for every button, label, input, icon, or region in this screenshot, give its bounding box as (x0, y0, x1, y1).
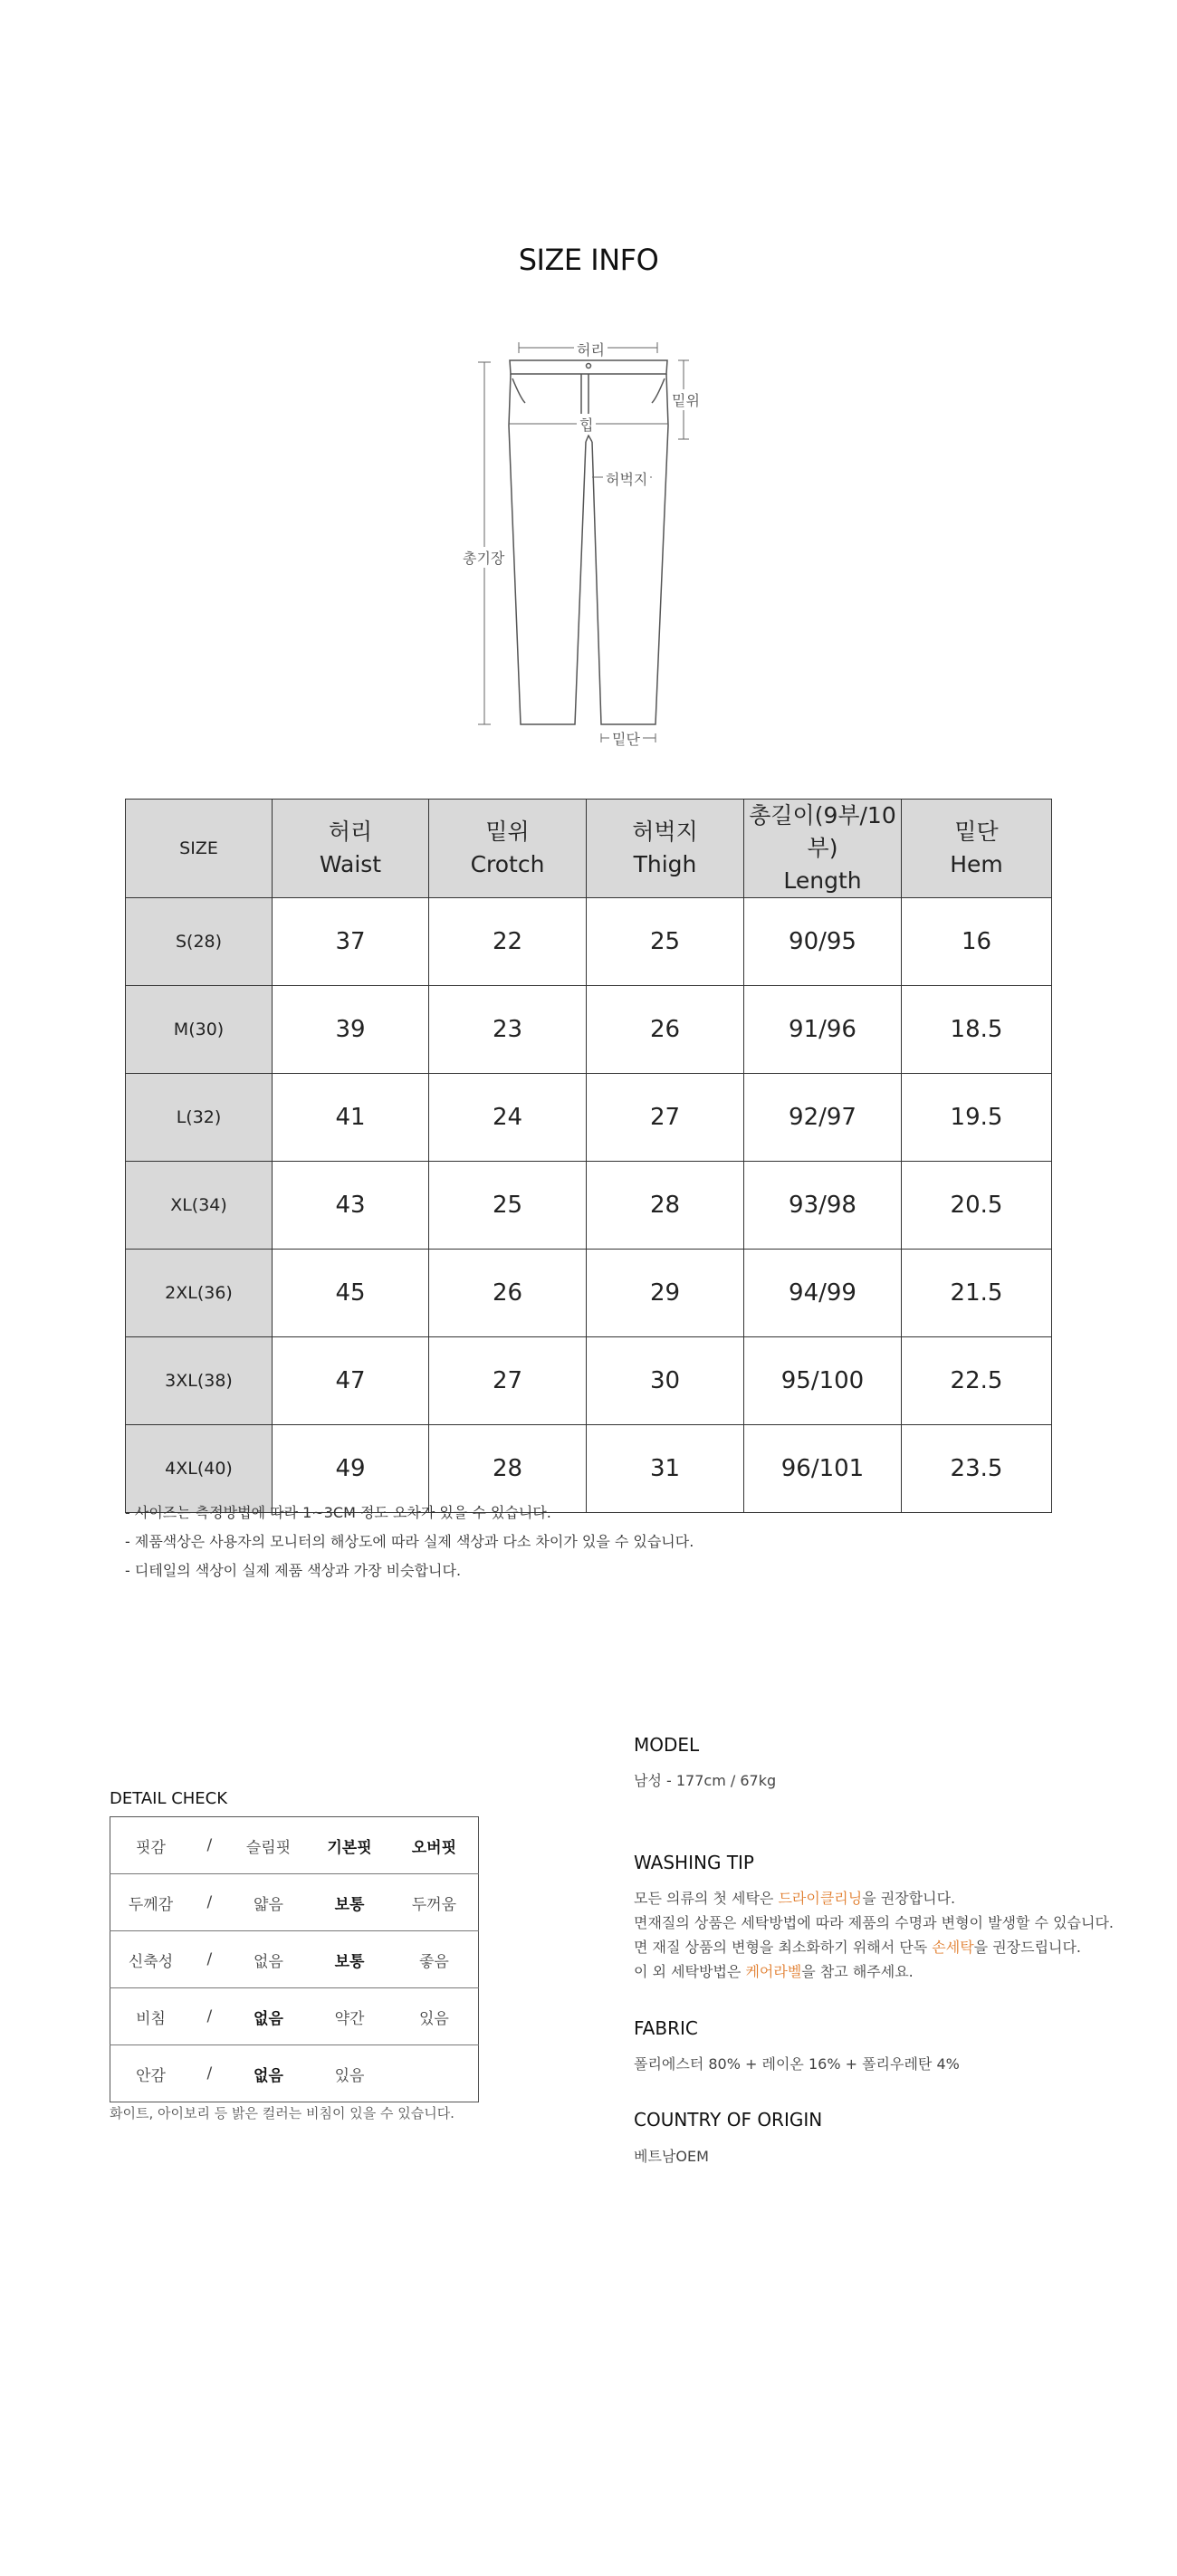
detail-option-selected: 기본핏 (327, 1838, 372, 1857)
table-cell: 26 (587, 986, 744, 1074)
size-table-header (126, 800, 1052, 898)
note-line: - 디테일의 색상이 실제 제품 색상과 가장 비슷합니다. (125, 1562, 462, 1579)
washing-line: 면 재질 상품의 변형을 최소화하기 위해서 단독 손세탁을 권장드립니다. (634, 1939, 1082, 1956)
table-row (126, 1337, 1052, 1425)
highlight-text: 케어라벨 (745, 1963, 802, 1980)
table-row (126, 1074, 1052, 1162)
thigh-label: 허벅지 (603, 468, 650, 489)
detail-row-sheerness (110, 1988, 479, 2045)
table-cell: 27 (587, 1074, 744, 1162)
detail-option: 좋음 (390, 1931, 479, 1988)
detail-option: 있음 (390, 1988, 479, 2045)
washing-tip-title: WASHING TIP (634, 1852, 754, 1873)
origin-title: COUNTRY OF ORIGIN (634, 2109, 823, 2131)
table-cell: 29 (587, 1250, 744, 1337)
table-cell: 41 (273, 1074, 429, 1162)
detail-option-selected: 보통 (309, 1931, 390, 1988)
washing-line: 면재질의 상품은 세탁방법에 따라 제품의 수명과 변형이 발생할 수 있습니다. (634, 1914, 1114, 1931)
table-cell: 94/99 (744, 1250, 902, 1337)
size-cell: L(32) (126, 1074, 273, 1162)
pants-diagram (0, 0, 1177, 761)
table-cell: 37 (273, 898, 429, 986)
detail-option-selected: 없음 (228, 1988, 310, 2045)
detail-option: 없음 (228, 1931, 310, 1988)
detail-option: 슬림핏 (245, 1838, 292, 1857)
detail-option-selected: 오버핏 (411, 1838, 457, 1857)
header-waist: 허리 Waist (273, 800, 429, 898)
detail-check-note: 화이트, 아이보리 등 밝은 컬러는 비침이 있을 수 있습니다. (110, 2105, 455, 2121)
crotch-label: 밑위 (669, 389, 703, 410)
table-row (126, 898, 1052, 986)
table-cell: 25 (429, 1162, 587, 1250)
fabric-title: FABRIC (634, 2017, 698, 2039)
detail-separator: / (191, 1931, 228, 1988)
detail-option: 두꺼움 (390, 1874, 479, 1931)
detail-label: 핏감 (136, 1838, 166, 1857)
table-cell: 43 (273, 1162, 429, 1250)
size-notes (125, 1499, 694, 1585)
table-cell: 24 (429, 1074, 587, 1162)
size-cell: 3XL(38) (126, 1337, 273, 1425)
model-title: MODEL (634, 1734, 700, 1756)
header-length: 총길이(9부/10부) Length (744, 800, 902, 898)
detail-row-fit (110, 1817, 479, 1874)
detail-option-selected: 없음 (228, 2045, 310, 2102)
table-row (126, 986, 1052, 1074)
model-text: 남성 - 177cm / 67kg (634, 1772, 777, 1789)
header-hem: 밑단 Hem (902, 800, 1052, 898)
origin-text: 베트남OEM (634, 2148, 709, 2165)
length-label: 총기장 (460, 547, 507, 568)
table-cell: 95/100 (744, 1337, 902, 1425)
detail-separator: / (206, 1836, 213, 1854)
detail-label: 비침 (110, 1988, 192, 2045)
detail-check-title: DETAIL CHECK (110, 1789, 228, 1808)
hem-label: 밑단 (609, 728, 643, 749)
table-cell: 45 (273, 1250, 429, 1337)
detail-row-stretch (110, 1931, 479, 1988)
waist-label: 허리 (574, 339, 608, 359)
detail-row-lining (110, 2045, 479, 2102)
table-cell: 28 (587, 1162, 744, 1250)
table-cell: 49 (273, 1425, 429, 1513)
detail-option: 약간 (309, 1988, 390, 2045)
note-line: - 제품색상은 사용자의 모니터의 해상도에 따라 실제 색상과 다소 차이가 있을 수 있습니다. (125, 1533, 694, 1550)
page-title: SIZE INFO (518, 243, 659, 277)
washing-line: 모든 의류의 첫 세탁은 드라이클리닝을 권장합니다. (634, 1890, 956, 1907)
table-cell: 26 (429, 1250, 587, 1337)
highlight-text: 드라이클리닝 (778, 1890, 863, 1907)
table-cell: 96/101 (744, 1425, 902, 1513)
detail-label: 두께감 (110, 1874, 192, 1931)
size-table (125, 799, 1052, 1513)
table-cell: 30 (587, 1337, 744, 1425)
size-cell: M(30) (126, 986, 273, 1074)
size-cell: XL(34) (126, 1162, 273, 1250)
table-cell: 91/96 (744, 986, 902, 1074)
header-crotch: 밑위 Crotch (429, 800, 587, 898)
table-cell: 27 (429, 1337, 587, 1425)
detail-option: 있음 (309, 2045, 390, 2102)
detail-option-selected: 보통 (309, 1874, 390, 1931)
table-cell: 39 (273, 986, 429, 1074)
table-cell: 31 (587, 1425, 744, 1513)
table-cell: 22 (429, 898, 587, 986)
detail-label: 신축성 (110, 1931, 192, 1988)
detail-separator: / (191, 1874, 228, 1931)
highlight-text: 손세탁 (932, 1939, 974, 1956)
table-cell: 16 (902, 898, 1052, 986)
size-cell: S(28) (126, 898, 273, 986)
fabric-text: 폴리에스터 80% + 레이온 16% + 폴리우레탄 4% (634, 2055, 960, 2073)
table-cell: 93/98 (744, 1162, 902, 1250)
table-cell: 23 (429, 986, 587, 1074)
washing-tip-text (634, 1886, 1114, 1984)
detail-separator: / (191, 2045, 228, 2102)
detail-option: 얇음 (228, 1874, 310, 1931)
table-cell: 23.5 (902, 1425, 1052, 1513)
detail-row-thickness (110, 1874, 479, 1931)
detail-label: 안감 (110, 2045, 192, 2102)
table-cell: 21.5 (902, 1250, 1052, 1337)
table-cell: 20.5 (902, 1162, 1052, 1250)
table-cell: 22.5 (902, 1337, 1052, 1425)
detail-separator: / (191, 1988, 228, 2045)
table-row (126, 1250, 1052, 1337)
detail-check-table (110, 1816, 479, 2102)
header-size: SIZE (126, 800, 273, 898)
table-cell: 92/97 (744, 1074, 902, 1162)
washing-line: 이 외 세탁방법은 케어라벨을 참고 해주세요. (634, 1963, 914, 1980)
note-line: - 사이즈는 측정방법에 따라 1~3CM 정도 오차가 있을 수 있습니다. (125, 1504, 551, 1521)
hip-label: 힙 (577, 414, 596, 435)
table-cell: 19.5 (902, 1074, 1052, 1162)
header-thigh: 허벅지 Thigh (587, 800, 744, 898)
detail-option (390, 2045, 479, 2102)
size-cell: 4XL(40) (126, 1425, 273, 1513)
table-cell: 28 (429, 1425, 587, 1513)
table-cell: 25 (587, 898, 744, 986)
size-cell: 2XL(36) (126, 1250, 273, 1337)
table-row (126, 1162, 1052, 1250)
table-cell: 18.5 (902, 986, 1052, 1074)
table-cell: 90/95 (744, 898, 902, 986)
table-cell: 47 (273, 1337, 429, 1425)
